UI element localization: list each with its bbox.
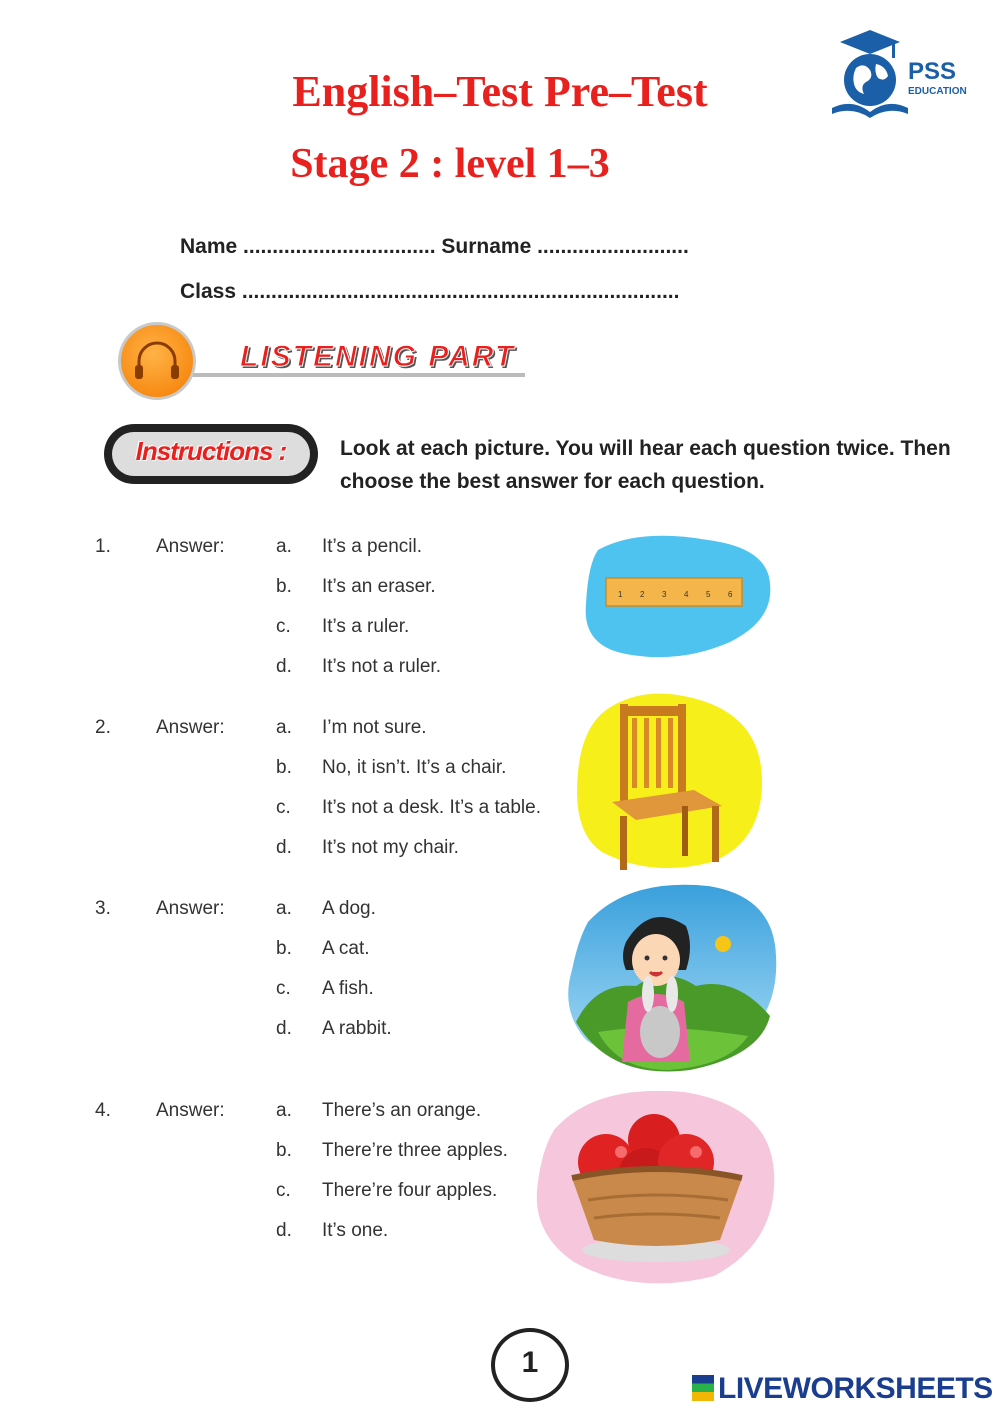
page-number: 1 xyxy=(521,1346,539,1379)
ruler-tick-label: 3 xyxy=(662,590,667,599)
option-letter[interactable]: b. xyxy=(276,938,292,959)
option-letter[interactable]: b. xyxy=(276,757,292,778)
girl-rabbit-picture xyxy=(568,882,778,1072)
ruler-picture xyxy=(578,532,774,662)
headphones-icon xyxy=(118,322,196,400)
option-text[interactable]: I’m not sure. xyxy=(322,717,427,738)
option-letter[interactable]: d. xyxy=(276,837,292,858)
option-text[interactable]: No, it isn’t. It’s a chair. xyxy=(322,757,507,778)
answer-label: Answer: xyxy=(156,898,225,919)
liveworksheets-brand[interactable] xyxy=(692,1372,993,1406)
option-text[interactable]: It’s an eraser. xyxy=(322,576,436,597)
option-text[interactable]: There’re three apples. xyxy=(322,1140,508,1161)
instructions-badge xyxy=(104,424,318,484)
option-text[interactable]: It’s a pencil. xyxy=(322,536,422,557)
option-text[interactable]: There’s an orange. xyxy=(322,1100,482,1121)
ruler-tick-label: 1 xyxy=(618,590,623,599)
instructions-label: Instructions : xyxy=(135,436,287,466)
option-letter[interactable]: c. xyxy=(276,1180,291,1201)
option-letter[interactable]: a. xyxy=(276,536,292,557)
option-letter[interactable]: d. xyxy=(276,1220,292,1241)
answer-label: Answer: xyxy=(156,1100,225,1121)
option-letter[interactable]: a. xyxy=(276,898,292,919)
option-letter[interactable]: c. xyxy=(276,797,291,818)
logo-name: PSS xyxy=(908,58,957,85)
question-number: 1. xyxy=(95,536,111,557)
answer-label: Answer: xyxy=(156,717,225,738)
option-letter[interactable]: a. xyxy=(276,1100,292,1121)
option-letter[interactable]: d. xyxy=(276,656,292,677)
class-field[interactable]: Class ........................................................................... xyxy=(180,280,680,303)
option-letter[interactable]: c. xyxy=(276,616,291,637)
option-text[interactable]: It’s not my chair. xyxy=(322,837,459,858)
instructions-text: Look at each picture. You will hear each question twice. Then choose the best answer for each question. xyxy=(340,437,951,493)
option-text[interactable]: A fish. xyxy=(322,978,374,999)
option-letter[interactable]: a. xyxy=(276,717,292,738)
page-subtitle: Stage 2 : level 1–3 xyxy=(290,141,610,187)
apple-basket-picture xyxy=(536,1090,776,1290)
option-text[interactable]: There’re four apples. xyxy=(322,1180,498,1201)
option-text[interactable]: A dog. xyxy=(322,898,376,919)
option-text[interactable]: A rabbit. xyxy=(322,1018,392,1039)
option-letter[interactable]: b. xyxy=(276,1140,292,1161)
option-text[interactable]: It’s not a ruler. xyxy=(322,656,441,677)
option-letter[interactable]: d. xyxy=(276,1018,292,1039)
chair-picture xyxy=(576,690,766,875)
question-number: 2. xyxy=(95,717,111,738)
brand-text: LIVEWORKSHEETS xyxy=(718,1372,993,1405)
option-letter[interactable]: b. xyxy=(276,576,292,597)
page-title: English–Test Pre–Test xyxy=(292,67,708,116)
globe-graduation-icon xyxy=(830,28,910,123)
liveworksheets-logo-icon xyxy=(692,1375,714,1401)
option-text[interactable]: A cat. xyxy=(322,938,370,959)
name-surname-field[interactable]: Name ................................. Surname .......................... xyxy=(180,235,689,258)
logo-subtitle: EDUCATION xyxy=(908,86,967,97)
pss-logo xyxy=(830,28,980,123)
option-text[interactable]: It’s a ruler. xyxy=(322,616,410,637)
question-number: 4. xyxy=(95,1100,111,1121)
section-label: LISTENING PART xyxy=(240,340,516,373)
page-number-badge xyxy=(491,1328,569,1402)
answer-label: Answer: xyxy=(156,536,225,557)
option-text[interactable]: It’s not a desk. It’s a table. xyxy=(322,797,541,818)
ruler-tick-label: 2 xyxy=(640,590,645,599)
ruler-tick-label: 6 xyxy=(728,590,733,599)
question-number: 3. xyxy=(95,898,111,919)
option-letter[interactable]: c. xyxy=(276,978,291,999)
ruler-tick-label: 5 xyxy=(706,590,711,599)
option-text[interactable]: It’s one. xyxy=(322,1220,389,1241)
ruler-tick-label: 4 xyxy=(684,590,689,599)
